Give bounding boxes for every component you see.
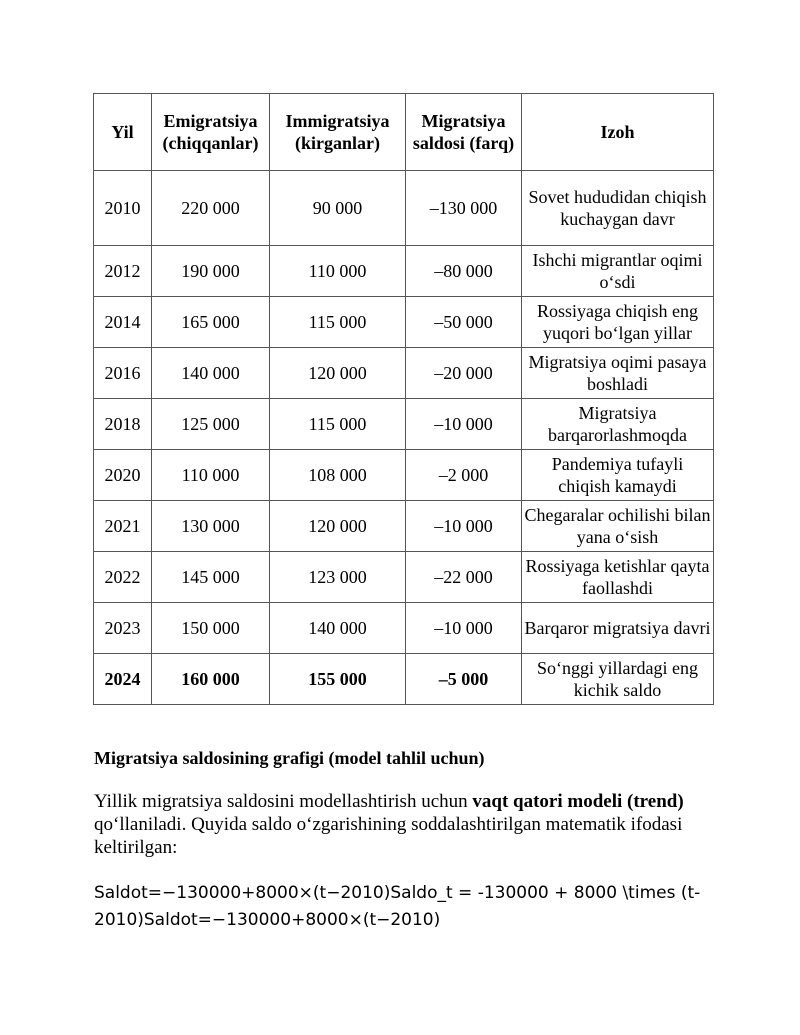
migration-table <box>93 93 714 705</box>
table-row <box>94 171 714 246</box>
cell-immigration: 108 000 <box>270 450 406 501</box>
cell-year: 2022 <box>94 552 152 603</box>
paragraph-text: Yillik migratsiya saldosini modellashtirish uchun <box>94 791 473 812</box>
cell-emigration: 190 000 <box>152 246 270 297</box>
cell-note: Barqaror migratsiya davri <box>522 603 714 654</box>
cell-emigration: 145 000 <box>152 552 270 603</box>
cell-immigration: 115 000 <box>270 399 406 450</box>
table-row <box>94 297 714 348</box>
table-row <box>94 552 714 603</box>
cell-immigration: 120 000 <box>270 348 406 399</box>
cell-year: 2016 <box>94 348 152 399</box>
cell-immigration: 140 000 <box>270 603 406 654</box>
table-header-row <box>94 94 714 171</box>
cell-immigration: 120 000 <box>270 501 406 552</box>
cell-emigration: 125 000 <box>152 399 270 450</box>
cell-balance: –130 000 <box>406 171 522 246</box>
cell-balance: –80 000 <box>406 246 522 297</box>
cell-balance: –2 000 <box>406 450 522 501</box>
paragraph-bold-term: vaqt qatori modeli (trend) <box>472 791 684 812</box>
cell-balance: –50 000 <box>406 297 522 348</box>
cell-note: Chegaralar ochilishi bilan yana o‘sish <box>522 501 714 552</box>
cell-note: Migratsiya oqimi pasaya boshladi <box>522 348 714 399</box>
cell-immigration: 115 000 <box>270 297 406 348</box>
cell-emigration: 130 000 <box>152 501 270 552</box>
cell-immigration: 110 000 <box>270 246 406 297</box>
cell-immigration: 123 000 <box>270 552 406 603</box>
cell-emigration: 165 000 <box>152 297 270 348</box>
cell-immigration: 90 000 <box>270 171 406 246</box>
header-balance: Migratsiya saldosi (farq) <box>406 94 522 171</box>
cell-year: 2010 <box>94 171 152 246</box>
header-immigration: Immigratsiya (kirganlar) <box>270 94 406 171</box>
cell-note: Pandemiya tufayli chiqish kamaydi <box>522 450 714 501</box>
table-row <box>94 399 714 450</box>
cell-note: Migratsiya barqarorlashmoqda <box>522 399 714 450</box>
table-row <box>94 501 714 552</box>
cell-balance: –10 000 <box>406 603 522 654</box>
table-row <box>94 603 714 654</box>
cell-year: 2020 <box>94 450 152 501</box>
header-emigration: Emigratsiya (chiqqanlar) <box>152 94 270 171</box>
cell-year: 2024 <box>94 654 152 705</box>
cell-balance: –5 000 <box>406 654 522 705</box>
cell-note: Rossiyaga chiqish eng yuqori bo‘lgan yillar <box>522 297 714 348</box>
cell-year: 2012 <box>94 246 152 297</box>
table-row <box>94 348 714 399</box>
header-note: Izoh <box>522 94 714 171</box>
cell-year: 2014 <box>94 297 152 348</box>
section-heading: Migratsiya saldosining grafigi (model tahlil uchun) <box>94 748 485 768</box>
cell-year: 2023 <box>94 603 152 654</box>
cell-immigration: 155 000 <box>270 654 406 705</box>
cell-emigration: 140 000 <box>152 348 270 399</box>
table-row <box>94 450 714 501</box>
cell-note: Sovet hududidan chiqish kuchaygan davr <box>522 171 714 246</box>
paragraph-text-end: qo‘llaniladi. Quyida saldo o‘zgarishining soddalashtirilgan matematik ifodasi keltirilgan: <box>94 814 683 858</box>
cell-note: Ishchi migrantlar oqimi o‘sdi <box>522 246 714 297</box>
cell-balance: –22 000 <box>406 552 522 603</box>
cell-balance: –10 000 <box>406 501 522 552</box>
section-paragraph <box>94 790 714 859</box>
cell-emigration: 160 000 <box>152 654 270 705</box>
cell-balance: –20 000 <box>406 348 522 399</box>
cell-year: 2018 <box>94 399 152 450</box>
trend-formula: Saldot=−130000+8000×(t−2010)Saldo_t = -130000 + 8000 \times (t-2010)Saldot=−130000+8000×(t−2010) <box>94 883 701 930</box>
cell-emigration: 220 000 <box>152 171 270 246</box>
table-row-total <box>94 654 714 705</box>
cell-emigration: 110 000 <box>152 450 270 501</box>
header-year: Yil <box>94 94 152 171</box>
cell-balance: –10 000 <box>406 399 522 450</box>
table-row <box>94 246 714 297</box>
cell-emigration: 150 000 <box>152 603 270 654</box>
cell-note: So‘nggi yillardagi eng kichik saldo <box>522 654 714 705</box>
cell-note: Rossiyaga ketishlar qayta faollashdi <box>522 552 714 603</box>
cell-year: 2021 <box>94 501 152 552</box>
